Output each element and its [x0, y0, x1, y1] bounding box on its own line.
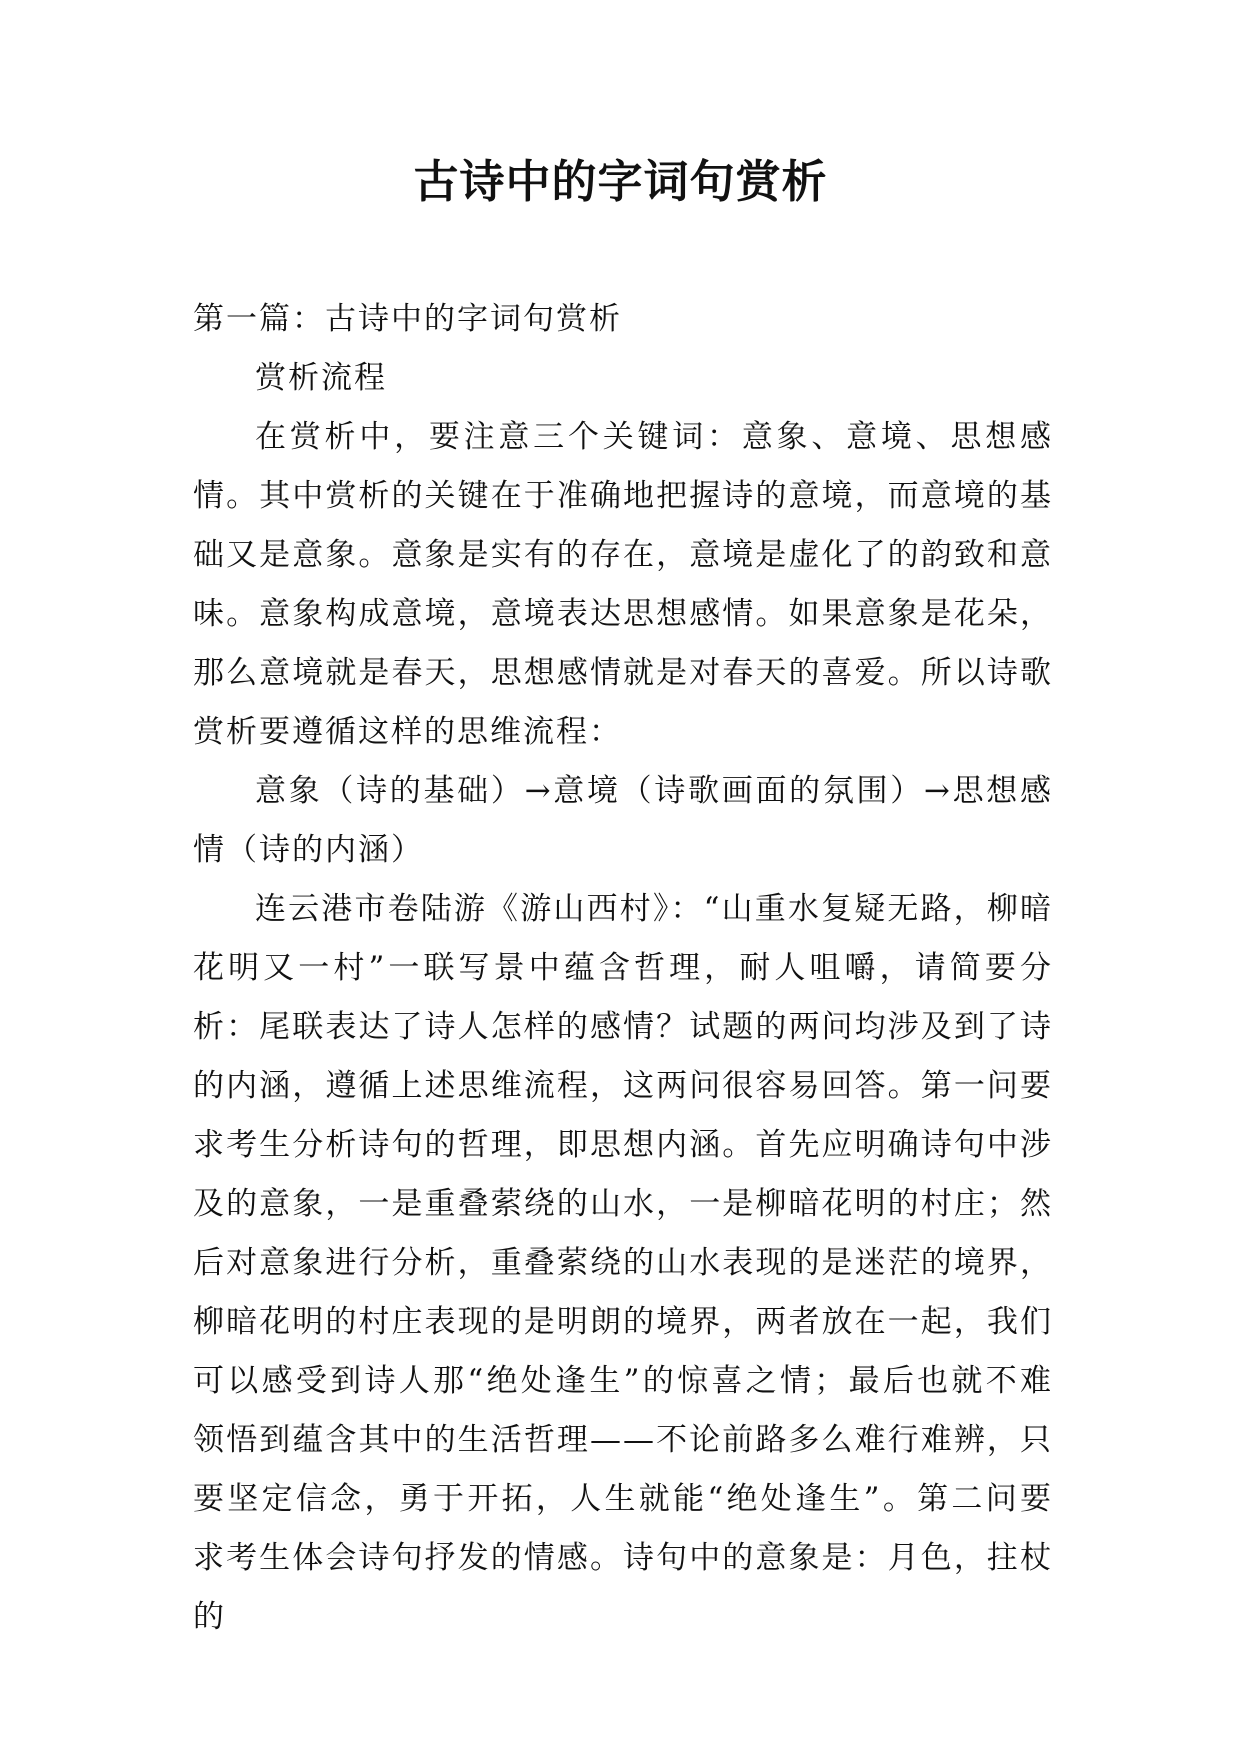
paragraph-section-heading: 赏析流程: [255, 360, 387, 396]
paragraph-chapter-heading: 第一篇：古诗中的字词句赏析: [193, 301, 622, 337]
document-body: [193, 290, 1053, 1647]
document-title: 古诗中的字词句赏析: [413, 155, 828, 208]
paragraph-keywords: 在赏析中，要注意三个关键词：意象、意境、思想感情。其中赏析的关键在于准确地把握诗的意境，而意境的基础又是意象。意象是实有的存在，意境是虚化了的韵致和意味。意象构成意境，意境表达思想感情。如果意象是花朵，那么意境就是春天，思想感情就是对春天的喜爱。所以诗歌赏析要遵循这样的思维流程：: [193, 419, 1053, 750]
paragraph-flow: 意象（诗的基础）→意境（诗歌画面的氛围）→思想感情（诗的内涵）: [193, 773, 1053, 868]
paragraph-example: 连云港市卷陆游《游山西村》：“山重水复疑无路，柳暗花明又一村”一联写景中蕴含哲理，耐人咀嚼，请简要分析：尾联表达了诗人怎样的感情？试题的两问均涉及到了诗的内涵，遵循上述思维流程，这两问很容易回答。第一问要求考生分析诗句的哲理，即思想内涵。首先应明确诗句中涉及的意象，一是重叠萦绕的山水，一是柳暗花明的村庄；然后对意象进行分析，重叠萦绕的山水表现的是迷茫的境界，柳暗花明的村庄表现的是明朗的境界，两者放在一起，我们可以感受到诗人那“绝处逢生”的惊喜之情；最后也就不难领悟到蕴含其中的生活哲理——不论前路多么难行难辨，只要坚定信念，勇于开拓，人生就能“绝处逢生”。第二问要求考生体会诗句抒发的情感。诗句中的意象是：月色，拄杖的: [193, 891, 1053, 1635]
